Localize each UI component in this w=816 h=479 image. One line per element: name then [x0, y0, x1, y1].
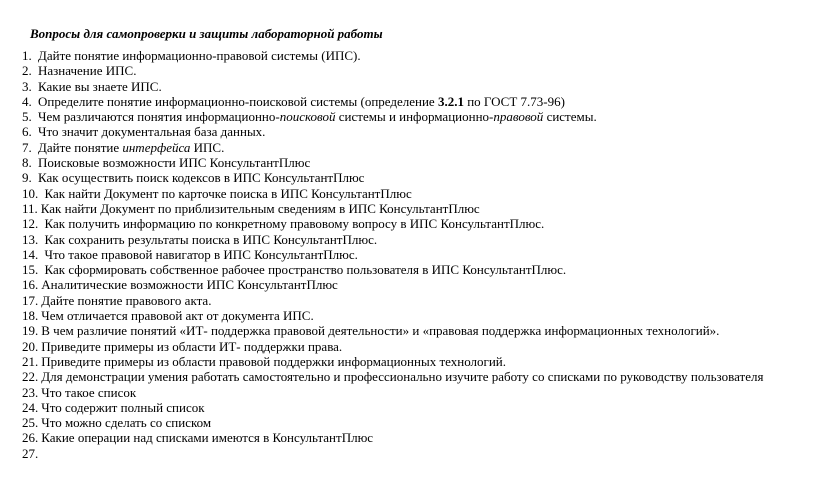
item-text: Дайте понятие информационно-правовой системы (ИПС).	[38, 48, 361, 63]
list-item	[22, 293, 763, 308]
item-number: 27.	[22, 445, 39, 461]
item-text: Назначение ИПС.	[38, 63, 137, 79]
item-number: 3.	[22, 78, 32, 94]
list-item	[22, 48, 763, 63]
item-number: 4.	[22, 93, 32, 109]
item-text: Как найти Документ по приблизительным сведениям в ИПС КонсультантПлюс	[40, 200, 480, 216]
item-text: Как найти Документ по карточке поиска в ИПС КонсультантПлюс	[41, 185, 412, 201]
item-text: Какие операции над списками имеются в КонсультантПлюс	[41, 430, 374, 446]
list-item	[22, 339, 763, 354]
item-text: Что содержит полный список	[41, 399, 205, 415]
list-item	[22, 216, 763, 231]
item-text: Дайте понятие правового акта.	[41, 292, 212, 308]
item-number: 9.	[22, 170, 32, 186]
item-number: 22.	[22, 369, 39, 385]
item-number: 26.	[22, 430, 39, 446]
item-number: 24.	[22, 399, 39, 415]
item-text: Приведите примеры из области ИТ- поддержки права.	[41, 338, 343, 354]
list-item	[22, 247, 763, 262]
item-text: Как сохранить результаты поиска в ИПС КонсультантПлюс.	[41, 231, 378, 247]
list-item	[22, 415, 763, 430]
item-text: Какие вы знаете ИПС.	[38, 78, 162, 94]
item-text: Как сформировать собственное рабочее пространство пользователя в ИПС КонсультантПлюс.	[41, 262, 567, 278]
item-text: Дайте понятие	[38, 139, 123, 155]
item-text: Что значит документальная база данных.	[38, 124, 266, 140]
item-number: 25.	[22, 415, 39, 431]
item-text: Что такое правовой навигатор в ИПС КонсультантПлюс.	[41, 246, 358, 262]
list-item	[22, 262, 763, 277]
list-item	[22, 369, 763, 384]
item-text: Что можно сделать со списком	[41, 415, 212, 431]
item-number: 21.	[22, 353, 39, 369]
list-item	[22, 308, 763, 323]
list-item	[22, 140, 763, 155]
item-number: 14.	[22, 246, 39, 262]
list-item	[22, 186, 763, 201]
item-number: 18.	[22, 308, 39, 324]
item-number: 17.	[22, 292, 39, 308]
item-text: ИПС.	[190, 139, 225, 155]
item-number: 2.	[22, 63, 32, 79]
item-number: 13.	[22, 231, 39, 247]
list-item	[22, 79, 763, 94]
list-item	[22, 277, 763, 292]
item-text: Аналитические возможности ИПС КонсультантПлюс	[41, 277, 338, 293]
item-text: Определите понятие информационно-поисковой системы (определение	[38, 93, 438, 109]
list-item	[22, 201, 763, 216]
item-number: 5.	[22, 109, 32, 125]
list-item	[22, 155, 763, 170]
item-text: Чем различаются понятия информационно-	[38, 109, 280, 125]
item-text: Чем отличается правовой акт от документа ИПС.	[41, 308, 314, 324]
list-item	[22, 385, 763, 400]
list-item	[22, 400, 763, 415]
document-title: Вопросы для самопроверки и защиты лабораторной работы	[30, 26, 383, 41]
list-item	[22, 94, 763, 109]
list-item	[22, 446, 763, 461]
item-number: 7.	[22, 139, 32, 155]
item-text-italic: правовой	[493, 109, 544, 125]
item-number: 6.	[22, 124, 32, 140]
item-number: 8.	[22, 155, 32, 171]
item-text: Как получить информацию по конкретному правовому вопросу в ИПС КонсультантПлюс.	[41, 216, 545, 232]
item-number: 11.	[22, 200, 38, 216]
list-item	[22, 170, 763, 185]
list-item	[22, 124, 763, 139]
item-number: 20.	[22, 338, 39, 354]
item-number: 19.	[22, 323, 39, 339]
item-text: Как осуществить поиск кодексов в ИПС КонсультантПлюс	[38, 170, 365, 186]
item-text: Поисковые возможности ИПС КонсультантПлюс	[38, 155, 311, 171]
item-text: системы и информационно-	[335, 109, 494, 125]
item-text: Для демонстрации умения работать самостоятельно и профессионально изучите работу со списками по руководству пользователя	[41, 369, 764, 385]
item-text-italic: поисковой	[279, 109, 336, 125]
item-text: по ГОСТ 7.73-96)	[463, 93, 565, 109]
questions-list	[22, 48, 763, 461]
item-text: системы.	[543, 109, 597, 125]
list-item	[22, 430, 763, 445]
list-item	[22, 232, 763, 247]
list-item	[22, 109, 763, 124]
item-text-bold: 3.2.1	[437, 93, 464, 109]
item-number: 16.	[22, 277, 39, 293]
item-number: 10.	[22, 185, 39, 201]
item-text: Что такое список	[41, 384, 137, 400]
item-number: 12.	[22, 216, 39, 232]
list-item	[22, 63, 763, 78]
list-item	[22, 323, 763, 338]
list-item	[22, 354, 763, 369]
item-number: 23.	[22, 384, 39, 400]
item-number: 1.	[22, 48, 32, 63]
item-text-italic: интерфейса	[122, 139, 191, 155]
item-text: Приведите примеры из области правовой поддержки информационных технологий.	[41, 353, 506, 369]
item-text: В чем различие понятий «ИТ- поддержка правовой деятельности» и «правовая поддержка информационных технологий».	[41, 323, 720, 339]
item-number: 15.	[22, 262, 39, 278]
